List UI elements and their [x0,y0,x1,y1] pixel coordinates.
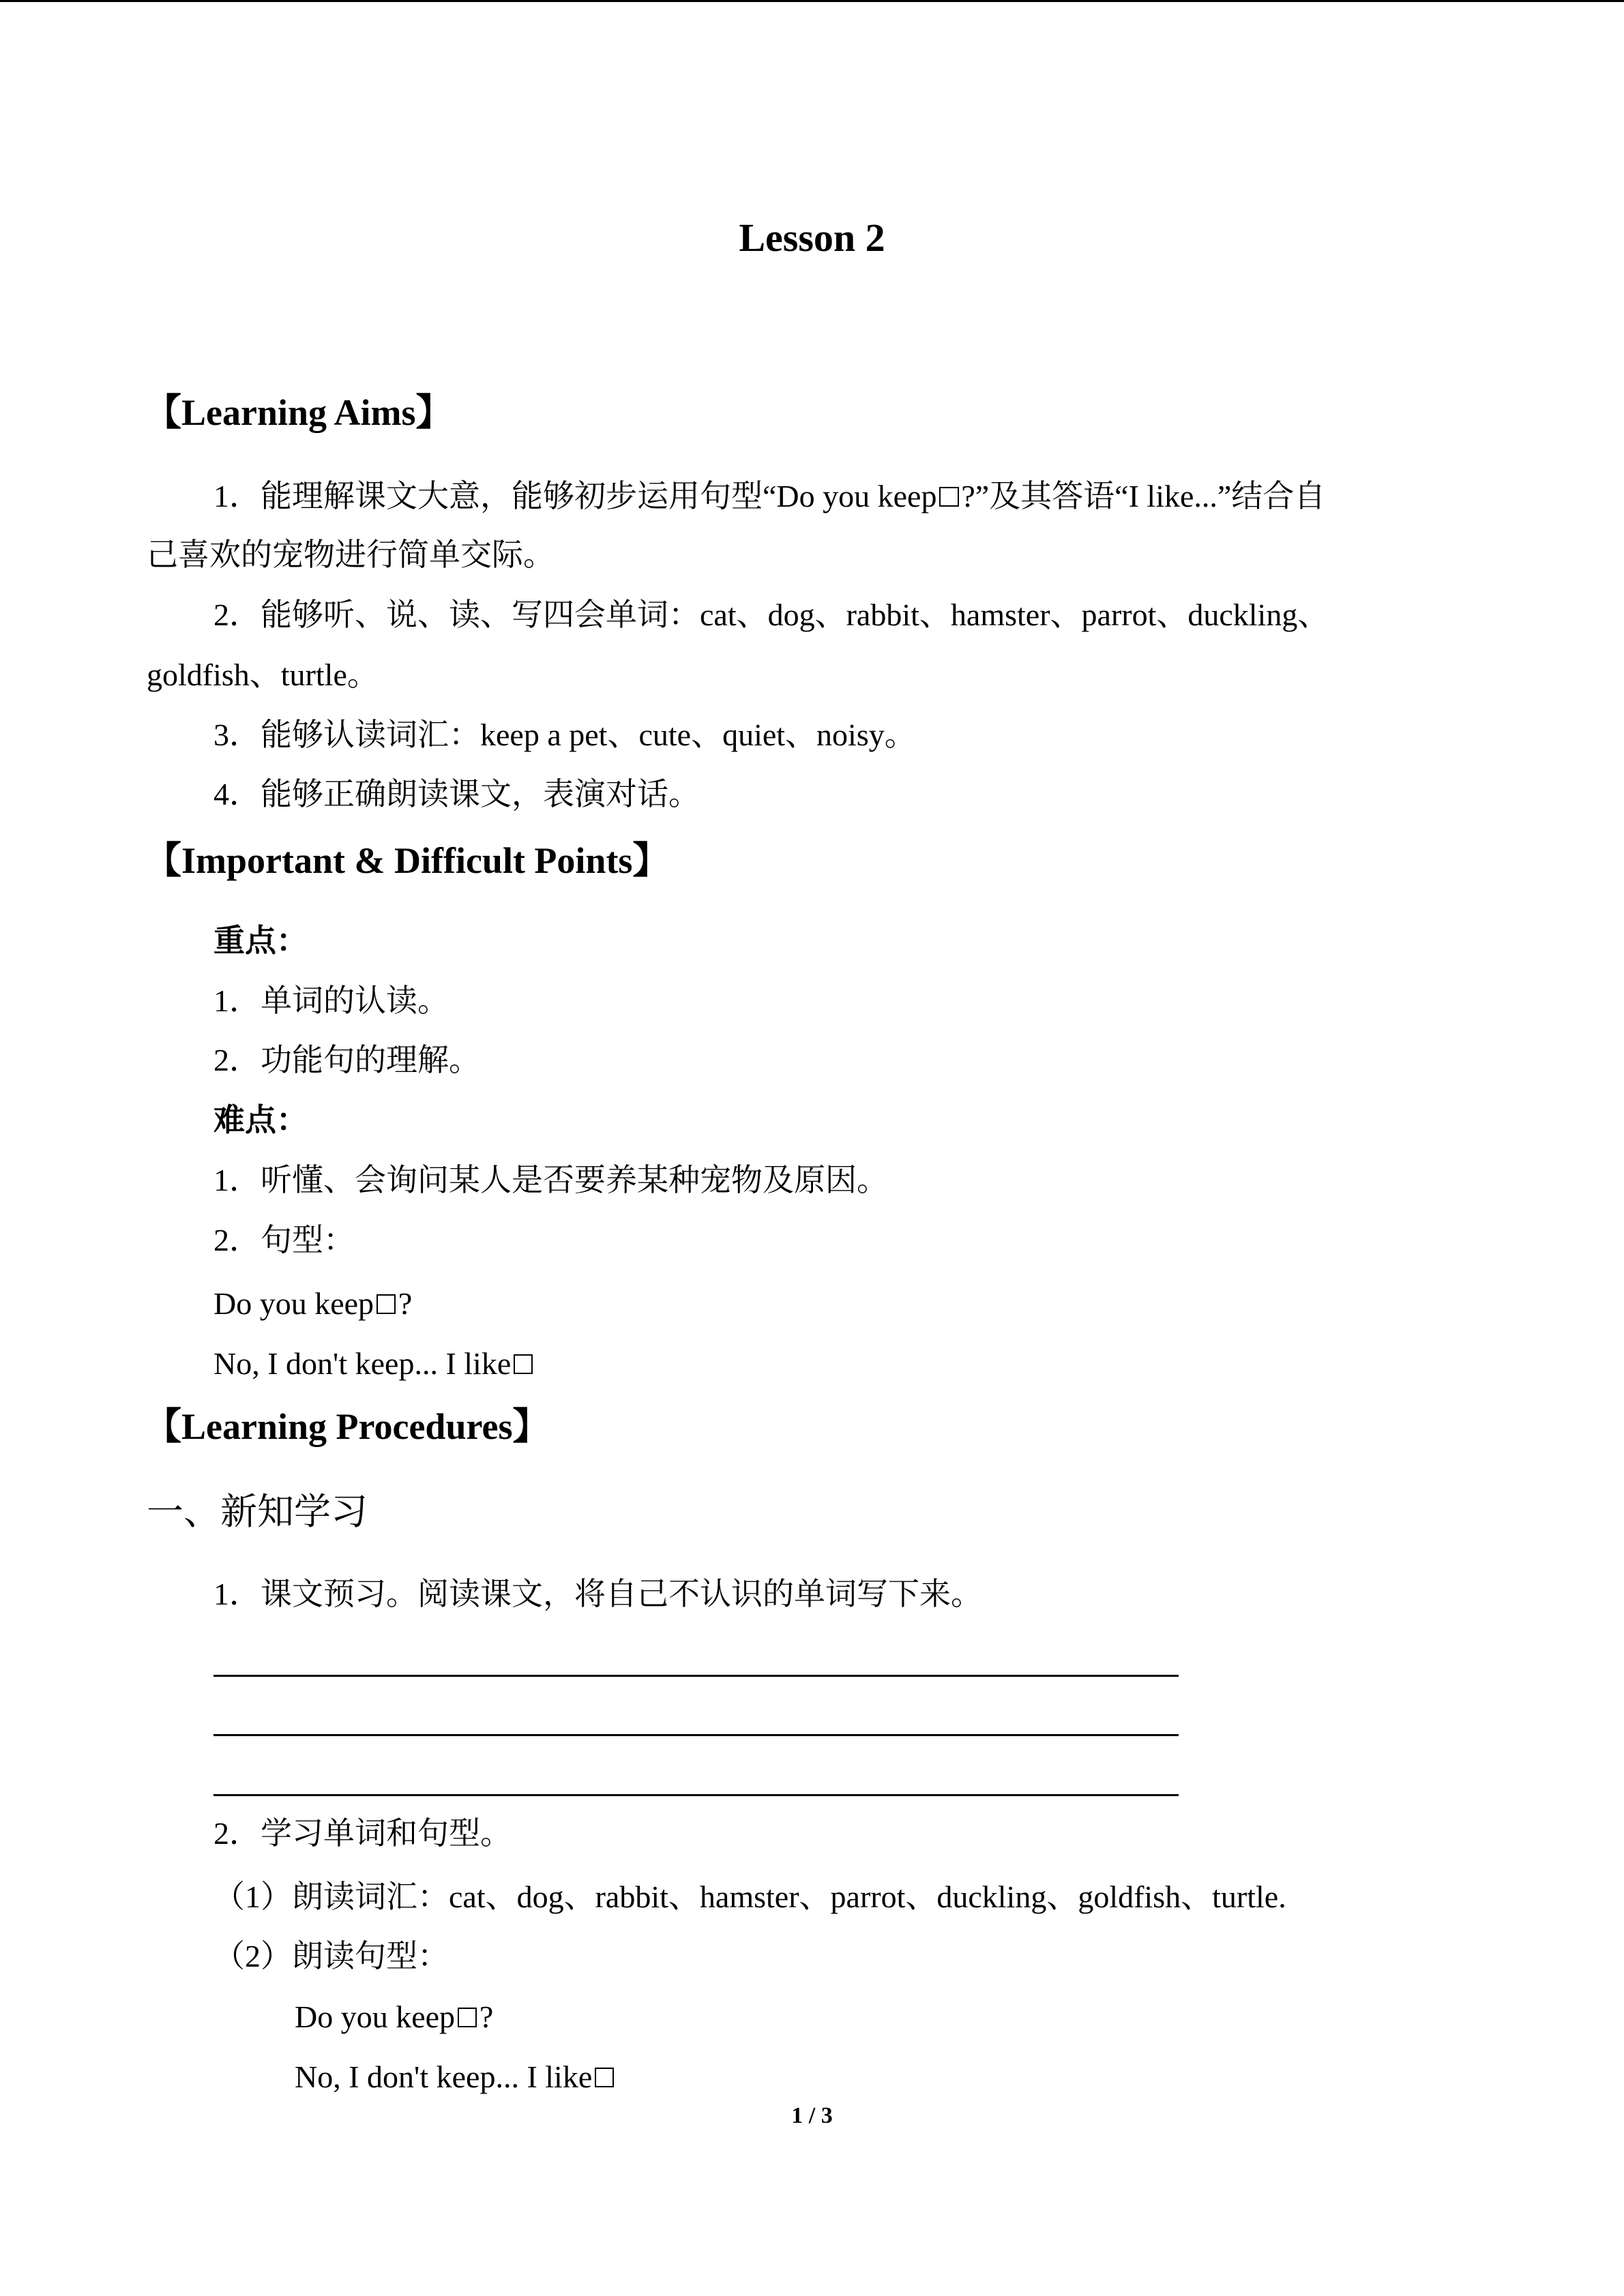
answer-line-2[interactable] [213,1734,1179,1736]
aim-1-suffix: ?”及其答语“I like...”结合自 [961,479,1326,513]
part-1-heading: 一、新知学习 [147,1491,368,1532]
pattern-answer-text: No, I don't keep... I like [213,1346,512,1381]
page-number: 1 / 3 [791,2103,833,2128]
section-heading-procedures: 【Learning Procedures】 [145,1406,550,1447]
blank-box [458,2008,477,2027]
answer-line-3[interactable] [213,1794,1179,1796]
pattern-question-mark: ? [398,1286,413,1321]
aim-4: 4．能够正确朗读课文，表演对话。 [213,777,700,811]
aim-1 [213,481,1325,512]
sub-step-1: （1）朗读词汇：cat、dog、rabbit、hamster、parrot、duckling、goldfish、turtle. [213,1879,1286,1914]
pattern-question-text: Do you keep [213,1286,374,1321]
aim-3: 3．能够认读词汇：keep a pet、cute、quiet、noisy。 [213,717,916,752]
difficult-point-1: 1．听懂、会询问某人是否要养某种宠物及原因。 [213,1163,888,1197]
page-title: Lesson 2 [739,215,885,260]
blank-box [377,1294,396,1314]
pattern-question [213,1288,412,1320]
read-pattern-question-text: Do you keep [295,1999,456,2034]
read-pattern-answer [295,2061,617,2093]
section-heading-aims: 【Learning Aims】 [145,392,453,433]
aim-1-cont: 己喜欢的宠物进行简单交际。 [147,537,555,572]
section-heading-points: 【Important & Difficult Points】 [145,840,670,881]
top-border [0,0,1624,2]
key-point-1: 1．单词的认读。 [213,983,449,1018]
aim-2-cont: goldfish、turtle。 [147,657,379,692]
read-pattern-question-mark: ? [479,1999,494,2034]
pattern-answer [213,1348,535,1380]
step-2: 2．学习单词和句型。 [213,1816,512,1851]
blank-box [514,1354,533,1374]
difficult-points-label: 难点： [213,1103,308,1137]
aim-1-prefix: 1．能理解课文大意，能够初步运用句型“Do you keep [213,479,937,513]
sub-step-2: （2）朗读句型： [213,1939,449,1973]
read-pattern-answer-text: No, I don't keep... I like [295,2059,593,2094]
key-point-2: 2．功能句的理解。 [213,1043,480,1077]
read-pattern-question [295,2001,493,2033]
aim-2: 2．能够听、说、读、写四会单词：cat、dog、rabbit、hamster、parrot、duckling、 [213,597,1329,632]
answer-line-1[interactable] [213,1675,1179,1677]
difficult-point-2: 2．句型： [213,1223,355,1257]
blank-box [939,487,959,507]
blank-box [595,2068,615,2087]
key-points-label: 重点： [213,923,308,958]
step-1: 1．课文预习。阅读课文，将自己不认识的单词写下来。 [213,1577,982,1611]
